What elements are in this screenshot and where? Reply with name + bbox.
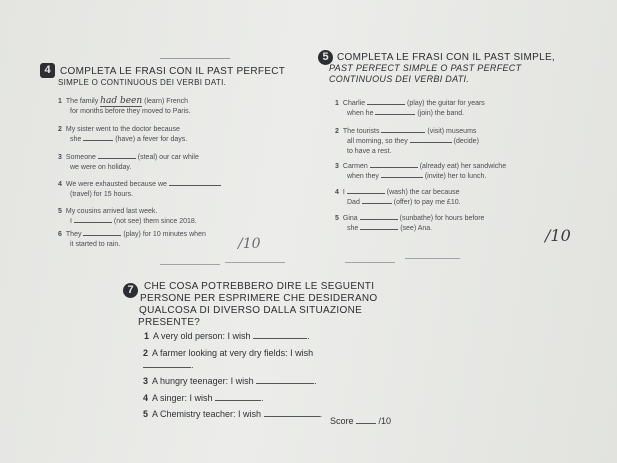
ex7-item-5: 5 A Chemistry teacher: I wish . <box>143 409 323 419</box>
ex4-item-4-pre: We were exhausted because we <box>65 181 167 188</box>
ex5-item-1-line2 <box>347 110 464 118</box>
ex4-item-5-blank[interactable] <box>74 222 112 223</box>
exercise-4-number: 4 <box>40 63 55 78</box>
ex5-item-1 <box>335 100 485 108</box>
ex5-item-5-post: (sunbathe) for hours before <box>399 215 485 222</box>
ex7-item-2 <box>143 348 313 358</box>
ex5-item-5 <box>335 215 484 223</box>
ex5-item-5-num: 5 <box>335 215 339 222</box>
ex4-item-1-answer[interactable]: had been <box>100 96 143 106</box>
ex4-item-1 <box>58 97 188 106</box>
ex4-item-3-pre: Someone <box>65 154 96 161</box>
ex5-item-3 <box>335 163 506 171</box>
ex7-item-1: 1 A very old person: I wish . <box>144 331 310 341</box>
ex4-item-6 <box>58 231 206 239</box>
ex5-bottom-divider-right <box>405 258 460 259</box>
exercise-7-heading <box>138 281 404 328</box>
ex7-item-5-num: 5 <box>143 409 149 419</box>
exercise-7-heading-line4: PRESENTE? <box>138 317 201 328</box>
exercise-4-heading-line2: SIMPLE O CONTINUOUS DEI VERBI DATI. <box>58 78 227 87</box>
ex7-item-2-num: 2 <box>143 348 149 358</box>
ex5-score-mark: /10 <box>545 226 571 245</box>
ex5-item-5-blank2[interactable] <box>360 229 398 230</box>
ex5-item-2-pre: The tourists <box>342 128 380 135</box>
exercise-7-heading-line3: QUALCOSA DI DIVERSO DALLA SITUAZIONE <box>139 305 363 316</box>
ex7-item-1-text: A very old person: I wish <box>153 331 251 341</box>
ex7-item-5-blank[interactable] <box>264 416 320 417</box>
ex4-item-2-num: 2 <box>58 126 62 133</box>
ex5-item-1-blank[interactable] <box>367 104 405 105</box>
ex4-item-1-num: 1 <box>58 98 62 105</box>
ex4-item-6-post: (play) for 10 minutes when <box>123 231 206 238</box>
ex5-item-1-post: (play) the guitar for years <box>407 100 485 107</box>
exercise-5-heading-line2: PAST PERFECT SIMPLE O PAST PERFECT <box>329 63 522 73</box>
ex5-item-4-num: 4 <box>335 189 339 196</box>
ex5-item-2-blank2[interactable] <box>410 142 452 143</box>
ex7-item-3-text: A hungry teenager: I wish <box>152 376 254 386</box>
ex4-item-2-l2a: she <box>70 136 82 143</box>
ex7-item-1-blank[interactable] <box>253 338 307 339</box>
ex4-item-1-post: (learn) French <box>144 98 189 105</box>
ex7-score-total: /10 <box>378 416 392 426</box>
ex4-item-1-line2: for months before they moved to Paris. <box>70 108 191 115</box>
ex4-item-4-num: 4 <box>58 181 62 188</box>
ex4-item-2-pre: My sister went to the doctor because <box>65 126 180 133</box>
ex5-item-5-pre: Gina <box>342 215 358 222</box>
ex7-item-5-text: A Chemistry teacher: I wish <box>152 409 262 419</box>
ex5-item-2-num: 2 <box>335 128 339 135</box>
ex5-item-2-l2a: all morning, so they <box>347 138 408 145</box>
ex7-item-3: 3 A hungry teenager: I wish . <box>143 376 317 386</box>
ex4-item-2-l2b: (have) a fever for days. <box>115 136 188 143</box>
ex5-item-2-line3: to have a rest. <box>347 148 392 155</box>
ex4-item-5 <box>58 208 157 216</box>
ex5-item-2-l2b: (decide) <box>453 138 479 145</box>
exercise-5-heading-line3: CONTINUOUS DEI VERBI DATI. <box>329 74 470 84</box>
ex5-item-1-num: 1 <box>335 100 339 107</box>
ex7-item-4-text: A singer: I wish <box>152 393 213 403</box>
ex4-item-5-l2b: (not see) them since 2018. <box>113 218 197 225</box>
ex4-item-2 <box>58 126 180 134</box>
ex5-item-3-num: 3 <box>335 163 339 170</box>
ex4-item-3-line2: we were on holiday. <box>70 164 132 171</box>
ex4-item-3-blank[interactable] <box>98 158 136 159</box>
ex4-item-2-line2 <box>70 136 187 144</box>
ex4-item-2-blank[interactable] <box>83 140 113 141</box>
ex7-item-2-text: A farmer looking at very dry fields: I wish <box>152 348 314 358</box>
ex5-item-3-blank[interactable] <box>370 167 418 168</box>
ex5-item-3-post: (already eat) her sandwiche <box>419 163 507 170</box>
ex7-score-label: Score <box>330 416 354 426</box>
ex5-item-3-pre: Carmen <box>342 163 368 170</box>
ex4-item-6-blank[interactable] <box>83 235 121 236</box>
ex7-score <box>330 416 391 426</box>
exercise-5-number: 5 <box>318 50 333 65</box>
ex4-item-4 <box>58 181 221 189</box>
ex5-item-3-l2a: when they <box>347 173 379 180</box>
ex4-item-4-line2: (travel) for 15 hours. <box>70 191 134 198</box>
exercise-5-heading <box>329 52 597 85</box>
ex4-item-3 <box>58 154 199 162</box>
ex5-item-4-blank[interactable] <box>347 193 385 194</box>
ex7-item-1-num: 1 <box>144 331 150 341</box>
ex7-score-blank[interactable] <box>356 423 376 424</box>
ex4-score-mark: /10 <box>238 236 261 252</box>
ex4-item-1-pre: The family <box>65 98 99 105</box>
ex5-item-5-l2a: she <box>347 225 359 232</box>
ex5-item-4-blank2[interactable] <box>362 203 392 204</box>
ex5-item-1-l2a: when he <box>347 110 374 117</box>
exercise-4-heading-line1: COMPLETA LE FRASI CON IL PAST PERFECT <box>60 66 286 77</box>
exercise-7-heading-line1: CHE COSA POTREBBERO DIRE LE SEGUENTI <box>144 281 375 292</box>
ex7-item-2-blank[interactable] <box>143 367 191 368</box>
ex7-item-2-line2: . <box>143 360 194 370</box>
ex5-item-2-blank[interactable] <box>381 132 425 133</box>
ex7-item-4-num: 4 <box>143 393 149 403</box>
ex4-item-4-blank[interactable] <box>169 185 221 186</box>
ex5-item-3-line2 <box>347 173 486 181</box>
ex5-item-1-pre: Charlie <box>342 100 366 107</box>
ex5-item-4-l2a: Dad <box>347 199 360 206</box>
ex5-item-2-post: (visit) museums <box>427 128 477 135</box>
ex5-item-4-line2 <box>347 199 461 207</box>
ex5-item-4 <box>335 189 460 197</box>
ex5-item-5-line2 <box>347 225 432 233</box>
ex5-item-5-blank[interactable] <box>360 219 398 220</box>
ex5-item-1-l2b: (join) the band. <box>417 110 465 117</box>
ex5-bottom-divider-left <box>345 262 395 263</box>
ex5-item-4-pre: I <box>342 189 345 196</box>
ex4-item-6-num: 6 <box>58 231 62 238</box>
ex7-item-3-blank[interactable] <box>256 383 314 384</box>
ex5-item-4-l2b: (offer) to pay me £10. <box>393 199 461 206</box>
ex4-item-6-line2: it started to rain. <box>70 241 121 248</box>
ex5-item-5-l2b: (see) Ana. <box>400 225 433 232</box>
ex4-item-3-post: (steal) our car while <box>137 154 199 161</box>
ex4-item-5-num: 5 <box>58 208 62 215</box>
ex5-item-3-blank2[interactable] <box>381 177 423 178</box>
ex7-item-4-blank[interactable] <box>215 400 261 401</box>
ex4-bottom-divider-right <box>225 262 285 263</box>
top-divider <box>160 58 230 59</box>
ex4-item-6-pre: They <box>65 231 82 238</box>
ex5-item-4-post: (wash) the car because <box>386 189 460 196</box>
ex7-item-4: 4 A singer: I wish . <box>143 393 264 403</box>
exercise-4-heading <box>60 66 310 88</box>
ex5-item-1-blank2[interactable] <box>375 114 415 115</box>
exercise-7-heading-line2: PERSONE PER ESPRIMERE CHE DESIDERANO <box>140 293 378 304</box>
exercise-5-heading-line1: COMPLETA LE FRASI CON IL PAST SIMPLE, <box>337 52 556 63</box>
ex4-item-5-l2a: I <box>70 218 72 225</box>
ex5-item-2 <box>335 128 476 136</box>
ex4-bottom-divider-left <box>160 264 220 265</box>
exercise-7-number: 7 <box>123 283 138 298</box>
ex5-item-3-l2b: (invite) her to lunch. <box>424 173 487 180</box>
ex4-item-5-line2 <box>70 218 197 226</box>
ex5-item-2-line2 <box>347 138 479 146</box>
ex7-item-3-num: 3 <box>143 376 149 386</box>
ex4-item-3-num: 3 <box>58 154 62 161</box>
ex4-item-5-pre: My cousins arrived last week. <box>65 208 158 215</box>
